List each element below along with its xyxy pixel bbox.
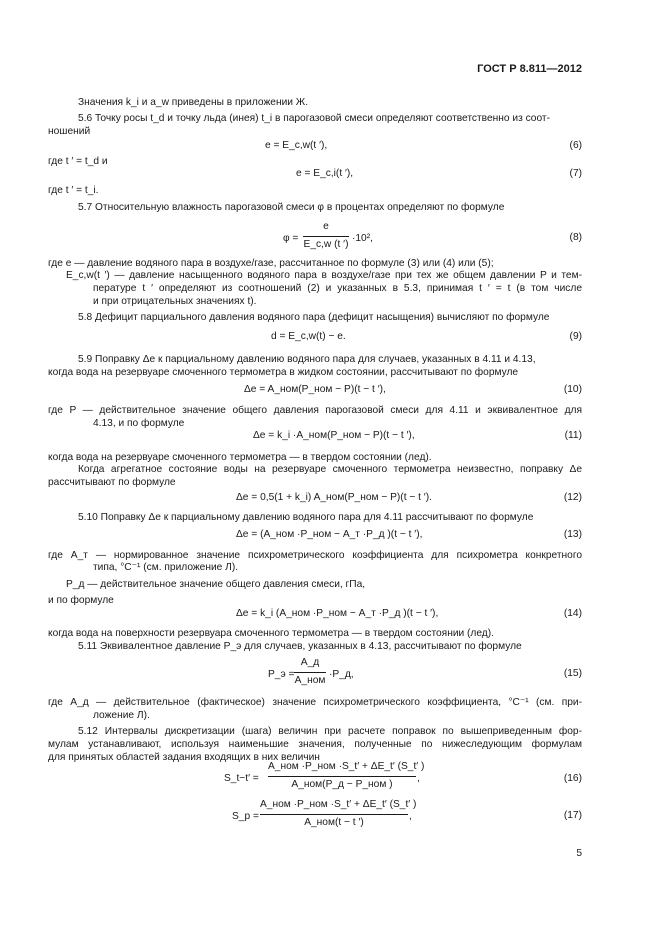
equation-number-8: (8) xyxy=(569,232,582,243)
text-line-25: 5.11 Эквивалентное давление P_э для случаев, указанных в 4.13, рассчитывают по формуле xyxy=(78,641,522,652)
text-line-26: где A_д — действительное (фактическое) значение психрометрического коэффициента, °C⁻¹ (см. при- xyxy=(48,697,582,708)
formula-16-numerator: A_ном ·P_ном ·S_t′ + ΔE_t′ (S_t′ ) xyxy=(268,761,425,772)
page-number: 5 xyxy=(576,848,582,859)
text-line-30: для принятых областей задания входящих в них величин xyxy=(48,752,320,763)
text-line-9: пературе t ′ определяют из соотношений (2) и указанных в 5.3, принимая t ′ = t (в том числе xyxy=(93,283,582,294)
formula-9: d = E_c,w(t) − e. xyxy=(271,331,346,342)
formula-15-denominator: A_ном xyxy=(294,675,326,686)
equation-number-10: (10) xyxy=(563,384,582,395)
text-line-14: где P — действительное значение общего давления парогазовой смеси для 4.11 и эквивалентное для xyxy=(48,405,582,416)
equation-number-16: (16) xyxy=(563,773,582,784)
text-line-13: когда вода на резервуаре смоченного термометра в жидком состоянии, рассчитывают по формуле xyxy=(48,367,519,378)
standard-header: ГОСТ Р 8.811—2012 xyxy=(477,63,582,75)
text-line-10: и при отрицательных значениях t). xyxy=(93,296,257,307)
text-line-8: E_c,w(t ′) — давление насыщенного водяного пара в воздухе/газе при тех же общем давлении P и тем- xyxy=(66,270,582,281)
equation-number-9: (9) xyxy=(569,331,582,342)
text-line-29: мулам устанавливают, используя наименьшие значения, полученные по нижеследующим формулам xyxy=(48,739,582,750)
text-line-21: типа, °C⁻¹ (см. приложение Л). xyxy=(93,562,239,573)
text-line-1: Значения k_i и a_w приведены в приложении Ж. xyxy=(78,97,309,108)
formula-16-denominator: A_ном(P_д − P_ном ) xyxy=(291,779,393,790)
equation-number-11: (11) xyxy=(564,430,582,441)
equation-number-13: (13) xyxy=(563,529,582,540)
text-line-27: ложение Л). xyxy=(93,710,150,721)
formula-15-right: ·P_д, xyxy=(329,669,354,680)
formula-17-numerator: A_ном ·P_ном ·S_t′ + ΔE_t′ (S_t′ ) xyxy=(260,799,417,810)
text-line-12: 5.9 Поправку Δe к парциальному давлению водяного пара для случаев, указанных в 4.11 и 4.13, xyxy=(78,354,536,365)
text-line-2: 5.6 Точку росы t_d и точку льда (инея) t_i в парогазовой смеси определяют соответственно из соот- xyxy=(78,113,550,124)
equation-number-14: (14) xyxy=(563,608,582,619)
text-line-22: P_д — действительное значение общего давления смеси, гПа, xyxy=(66,579,366,590)
text-line-23: и по формуле xyxy=(48,595,114,606)
formula-16-right: , xyxy=(417,773,420,784)
formula-8-numerator: e xyxy=(323,221,329,232)
equation-number-17: (17) xyxy=(563,810,582,821)
text-line-7: где e — давление водяного пара в воздухе/газе, рассчитанное по формуле (3) или (4) или (5); xyxy=(48,258,494,269)
text-line-15: 4.13, и по формуле xyxy=(93,418,185,429)
formula-16-left: S_t−t′ = xyxy=(224,773,259,784)
formula-8-fraction-bar xyxy=(303,236,349,237)
text-line-28: 5.12 Интервалы дискретизации (шага) величин при расчете поправок по вышеприведенным фор- xyxy=(78,726,582,737)
text-line-11: 5.8 Дефицит парциального давления водяного пара (дефицит насыщения) вычисляют по формуле xyxy=(78,312,550,323)
text-line-4: где t ′ = t_d и xyxy=(48,156,108,167)
formula-7: e = E_c,i(t ′), xyxy=(296,168,354,179)
equation-number-12: (12) xyxy=(563,492,582,503)
text-line-5: где t ′ = t_i. xyxy=(48,185,99,196)
text-line-19: 5.10 Поправку Δe к парциальному давлению водяного пара для 4.11 рассчитывают по формуле xyxy=(78,512,534,523)
formula-6: e = E_c,w(t ′), xyxy=(265,140,328,151)
formula-17-left: S_p = xyxy=(232,811,259,822)
text-line-17: Когда агрегатное состояние воды на резервуаре смоченного термометра неизвестно, поправку Δe xyxy=(78,464,582,475)
equation-number-7: (7) xyxy=(569,168,582,179)
text-line-18: рассчитывают по формуле xyxy=(48,477,176,488)
formula-8-denominator: E_c,w (t ′) xyxy=(303,239,349,250)
formula-14: Δe = k_i (A_ном ·P_ном − A_т ·P_д )(t − t ′), xyxy=(236,608,439,619)
formula-10: Δe = A_ном(P_ном − P)(t − t ′), xyxy=(244,384,386,395)
formula-8-right: ·10², xyxy=(352,233,373,244)
equation-number-15: (15) xyxy=(563,668,582,679)
formula-15-numerator: A_д xyxy=(300,657,320,668)
formula-11: Δe = k_i ·A_ном(P_ном − P)(t − t ′), xyxy=(253,430,415,441)
formula-17-right: , xyxy=(409,811,412,822)
text-line-3: ношений xyxy=(48,126,91,137)
formula-15-fraction-bar xyxy=(294,672,326,673)
formula-17-fraction-bar xyxy=(260,814,408,815)
text-line-6: 5.7 Относительную влажность парогазовой смеси φ в процентах определяют по формуле xyxy=(78,202,505,213)
formula-12: Δe = 0,5(1 + k_i) A_ном(P_ном − P)(t − t ′). xyxy=(236,492,432,503)
formula-13: Δe = (A_ном ·P_ном − A_т ·P_д )(t − t ′), xyxy=(236,529,423,540)
text-line-20: где A_т — нормированное значение психрометрического коэффициента для психрометра конкретного xyxy=(48,550,582,561)
text-line-24: когда вода на поверхности резервуара смоченного термометра — в твердом состоянии (лед). xyxy=(48,628,494,639)
formula-16-fraction-bar xyxy=(268,776,416,777)
formula-17-denominator: A_ном(t − t ′) xyxy=(304,817,364,828)
text-line-16: когда вода на резервуаре смоченного термометра — в твердом состоянии (лед). xyxy=(48,452,432,463)
formula-8-left: φ = xyxy=(283,233,299,244)
formula-15-left: P_э = xyxy=(268,669,295,680)
equation-number-6: (6) xyxy=(569,140,582,151)
